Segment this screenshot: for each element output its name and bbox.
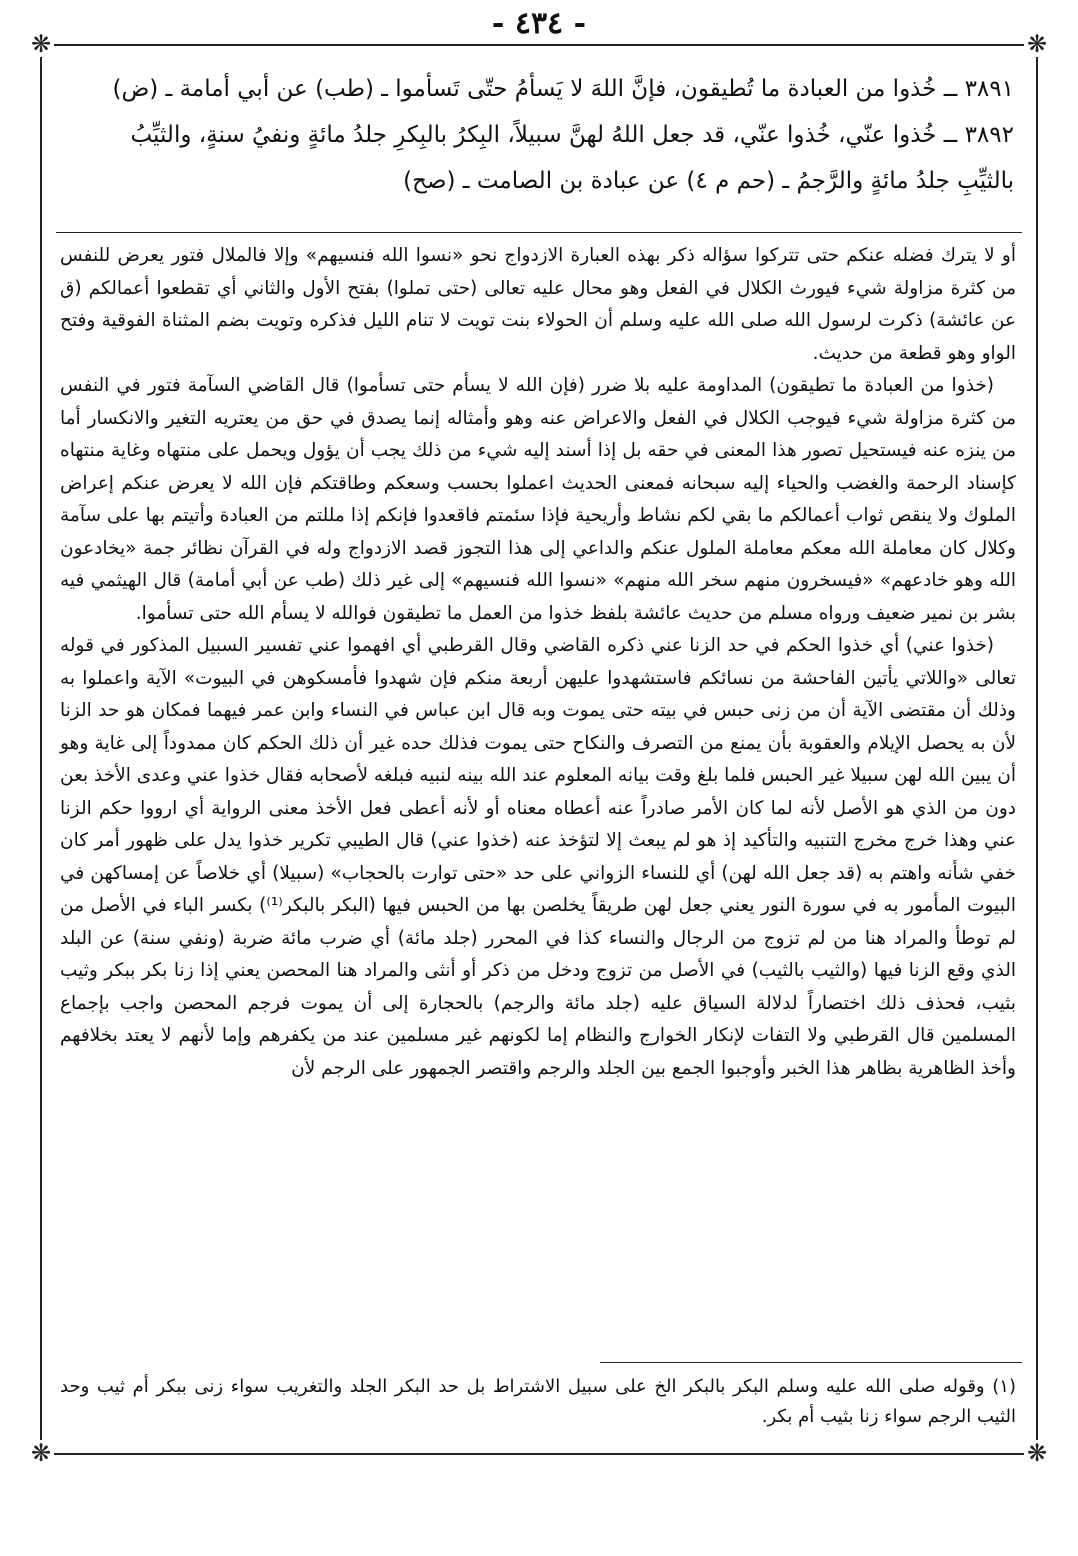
corner-ornament-icon: ❋ bbox=[28, 1440, 54, 1466]
commentary-block bbox=[60, 240, 1016, 1085]
hadith-3891: ٣٨٩١ ــ خُذوا من العبادة ما تُطيقون، فإنَّ اللهَ لا يَسأمُ حتّى تَسأموا ـ (طب) عن أبي أمامة ـ (ض) bbox=[112, 76, 1014, 102]
hadith-3892: ٣٨٩٢ ــ خُذوا عنّي، خُذوا عنّي، قد جعل اللهُ لهنَّ سبيلاً، البِكرُ بالبِكرِ جلدُ مائةٍ ونفيُ سنةٍ، والثيِّبُ بالثيِّبِ جلدُ مائةٍ والرَّجمُ ـ (حم م ٤) عن عبادة بن الصامت ـ (صح) bbox=[130, 122, 1014, 194]
footnote-text: (١) وقوله صلى الله عليه وسلم البكر بالبكر الخ على سبيل الاشتراط بل حد البكر الجلد والتغريب سواء زنى ببكر أم ثيب وحد الثيب الرجم سواء زنا بثيب أم بكر. bbox=[60, 1376, 1016, 1427]
footnote-separator-line bbox=[600, 1362, 1022, 1363]
page-frame-right bbox=[1036, 44, 1038, 1453]
hadith-text-block bbox=[96, 66, 1014, 204]
page-frame-left bbox=[40, 44, 42, 1453]
page-number: - ٤٣٤ - bbox=[491, 6, 587, 41]
hadith-separator-line bbox=[56, 232, 1022, 233]
corner-ornament-icon: ❋ bbox=[1024, 1440, 1050, 1466]
commentary-paragraph: (خذوا عني) أي خذوا الحكم في حد الزنا عني ذكره القاضي وقال القرطبي أي افهموا عني تفسير السبيل المذكور في قوله تعالى «واللاتي يأتين الفاحشة من نسائكم فاستشهدوا عليهن أربعة منكم فإن شهدوا فأمسكوهن في البيوت» الآية واعملوا به وذلك أن مقتضى الآية أن من زنى حبس في بيته حتى يموت وبه قال ابن عباس في النساء وابن عمر فيهما فمكان هو حد الزنا لأن به يحصل الإيلام والعقوبة بأن يمنع من التصرف والنكاح حتى يموت فذلك حده غير أن ذلك الحكم كان ممدوداً إلى غاية وهو أن يبين الله لهن سبيلا غير الحبس فلما بلغ وقت بيانه المعلوم عند الله بينه لنبيه فبلغه لأصحابه فقال خذوا عني وعدى الأخذ بعن دون من الذي هو الأصل لأنه لما كان الأمر صادراً عنه أعطاه معناه أو لأنه أعطى فعل الأخذ معنى الرواية أي ارووا حكم الزنا عني وهذا خرج مخرج التنبيه والتأكيد إذ هو لم يبعث إلا لتؤخذ عنه (خذوا عني) قال الطيبي تكرير خذوا يدل على ظهور أمر كان خفي شأنه واهتم به (قد جعل الله لهن) أي للنساء الزواني على حد «حتى توارت بالحجاب» (سبيلا) أي خلاصاً عن إمساكهن في البيوت المأمور به في سورة النور يعني جعل لهن طريقاً يخلصن بها من الحبس فيها (البكر بالبكر⁽¹⁾) بكسر الباء في الأصل من لم توطأ والمراد هنا من لم تزوج من الرجال والنساء كذا في المحرر (جلد مائة) أي ضرب مائة ضربة (ونفي سنة) عن البلد الذي وقع الزنا فيها (والثيب بالثيب) في الأصل من تزوج ودخل من ذكر أو أنثى والمراد هنا المحصن يعني إذا زنا بكر ببكر وثيب بثيب، فحذف ذلك اختصاراً لدلالة السياق عليه (جلد مائة والرجم) بالحجارة إلى أن يموت فرجم المحصن واجب بإجماع المسلمين قال القرطبي ولا التفات لإنكار الخوارج والنظام إما لكونهم غير مسلمين عند من يكفرهم وإما لأنهم لا يعتد بخلافهم وأخذ الظاهرية بظاهر هذا الخبر وأوجبوا الجمع بين الجلد والرجم واقتصر الجمهور على الرجم لأن bbox=[60, 635, 1016, 1079]
corner-ornament-icon: ❋ bbox=[1024, 31, 1050, 57]
page-frame-top bbox=[40, 44, 1038, 46]
commentary-paragraph: أو لا يترك فضله عنكم حتى تتركوا سؤاله ذكر بهذه العبارة الازدواج نحو «نسوا الله فنسيهم» وإلا فالملال فتور يعرض للنفس من كثرة مزاولة شيء فيورث الكلال في الفعل وهو محال عليه تعالى (حتى تملوا) بفتح الأول والثاني أي تقطعوا أعمالكم (ق عن عائشة) ذكرت لرسول الله صلى الله عليه وسلم أن الحولاء بنت تويت لا تنام الليل فذكره وتويت بضم المثناة الفوقية وفتح الواو وهو قطعة من حديث. bbox=[60, 245, 1016, 364]
footnote-block bbox=[60, 1372, 1016, 1432]
commentary-paragraph: (خذوا من العبادة ما تطيقون) المداومة عليه بلا ضرر (فإن الله لا يسأم حتى تسأموا) قال القاضي السآمة فتور في النفس من كثرة مزاولة شيء فيوجب الكلال في الفعل والاعراض عنه وهو وأمثاله إنما يصدق في حق من يعتريه التغير والانكسار أما من ينزه عنه فيستحيل تصور هذا المعنى في حقه بل إذا أسند إليه شيء من ذلك يجب أن يؤول ويحمل على منتهاه وغاية منتهاه كإسناد الرحمة والغضب والحياء إليه سبحانه فمعنى الحديث اعملوا بحسب وسعكم وطاقتكم فإن الله لا يعرض عنكم إعراض الملوك ولا ينقص ثواب أعمالكم ما بقي لكم نشاط وأريحية فإذا سئمتم فاقعدوا فإنكم إذا مللتم من العبادة وأتيتم بها على سآمة وكلال كان معاملة الله معكم معاملة الملول عنكم والداعي إلى هذا التجوز قصد الازدواج وله في القرآن نظائر جمة «يخادعون الله وهو خادعهم» «فيسخرون منهم سخر الله منهم» «نسوا الله فنسيهم» إلى غير ذلك (طب عن أبي أمامة) قال الهيثمي فيه بشر بن نمير ضعيف ورواه مسلم من حديث عائشة بلفظ خذوا من العمل ما تطيقون فوالله لا يسأم الله حتى تسأموا. bbox=[60, 375, 1016, 624]
page-frame-bottom bbox=[40, 1453, 1038, 1455]
corner-ornament-icon: ❋ bbox=[28, 31, 54, 57]
